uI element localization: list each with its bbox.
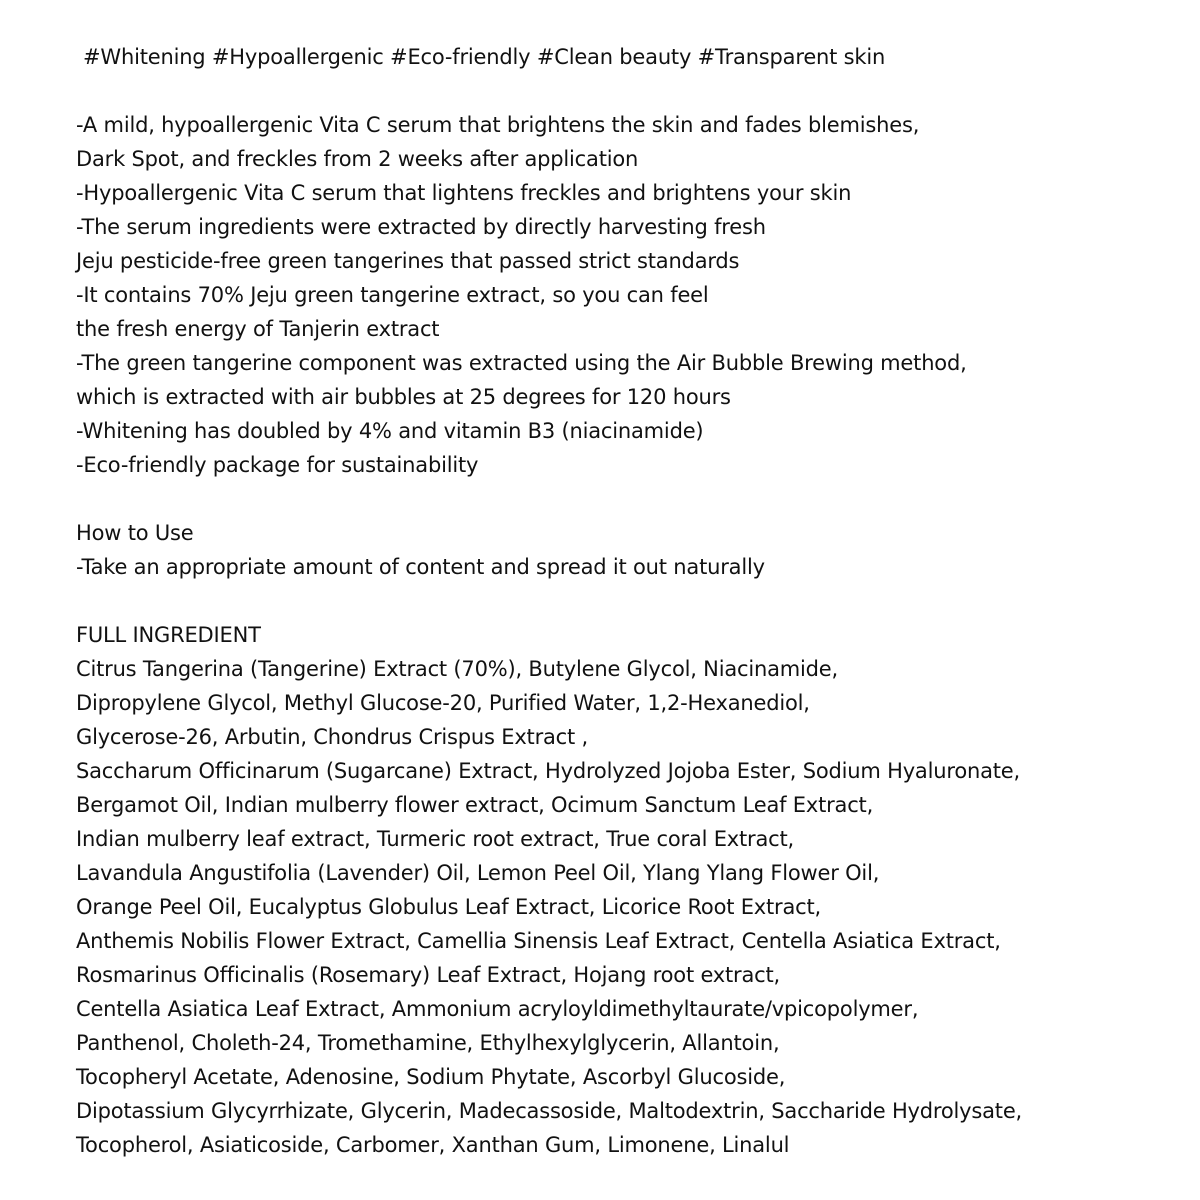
feature-line: -The serum ingredients were extracted by directly harvesting fresh [76, 215, 766, 239]
ingredient-line: Rosmarinus Officinalis (Rosemary) Leaf Extract, Hojang root extract, [76, 963, 781, 987]
ingredient-line: Tocopheryl Acetate, Adenosine, Sodium Phytate, Ascorbyl Glucoside, [76, 1065, 786, 1089]
ingredient-line: Centella Asiatica Leaf Extract, Ammonium acryloyldimethyltaurate/vpicopolymer, [76, 997, 919, 1021]
feature-line: -The green tangerine component was extracted using the Air Bubble Brewing method, [76, 351, 967, 375]
ingredient-line: Bergamot Oil, Indian mulberry flower extract, Ocimum Sanctum Leaf Extract, [76, 793, 874, 817]
ingredients-heading: FULL INGREDIENT [76, 623, 261, 647]
feature-line: which is extracted with air bubbles at 25 degrees for 120 hours [76, 385, 731, 409]
feature-line: -Whitening has doubled by 4% and vitamin B3 (niacinamide) [76, 419, 704, 443]
ingredient-line: Anthemis Nobilis Flower Extract, Camellia Sinensis Leaf Extract, Centella Asiatica Extract, [76, 929, 1001, 953]
feature-line: -A mild, hypoallergenic Vita C serum that brightens the skin and fades blemishes, [76, 113, 920, 137]
ingredient-line: Tocopherol, Asiaticoside, Carbomer, Xanthan Gum, Limonene, Linalul [76, 1133, 790, 1157]
ingredient-line: Panthenol, Choleth-24, Tromethamine, Ethylhexylglycerin, Allantoin, [76, 1031, 780, 1055]
ingredient-line: Dipropylene Glycol, Methyl Glucose-20, Purified Water, 1,2-Hexanediol, [76, 691, 810, 715]
ingredient-line: Orange Peel Oil, Eucalyptus Globulus Leaf Extract, Licorice Root Extract, [76, 895, 822, 919]
how-to-use-section [76, 516, 1176, 584]
features-section [76, 108, 1176, 482]
feature-line: Dark Spot, and freckles from 2 weeks after application [76, 147, 639, 171]
ingredient-line: Dipotassium Glycyrrhizate, Glycerin, Madecassoside, Maltodextrin, Saccharide Hydrolysate, [76, 1099, 1023, 1123]
spacer [76, 482, 1176, 516]
ingredient-line: Citrus Tangerina (Tangerine) Extract (70%), Butylene Glycol, Niacinamide, [76, 657, 838, 681]
feature-line: -Hypoallergenic Vita C serum that lightens freckles and brightens your skin [76, 181, 852, 205]
ingredient-line: Glycerose-26, Arbutin, Chondrus Crispus Extract , [76, 725, 589, 749]
ingredient-line: Lavandula Angustifolia (Lavender) Oil, Lemon Peel Oil, Ylang Ylang Flower Oil, [76, 861, 880, 885]
ingredients-section [76, 618, 1176, 1162]
feature-line: -Eco-friendly package for sustainability [76, 453, 479, 477]
feature-line: Jeju pesticide-free green tangerines that passed strict standards [76, 249, 740, 273]
product-description [76, 40, 1176, 1162]
feature-line: the fresh energy of Tanjerin extract [76, 317, 440, 341]
feature-line: -It contains 70% Jeju green tangerine extract, so you can feel [76, 283, 709, 307]
hashtags: #Whitening #Hypoallergenic #Eco-friendly #Clean beauty #Transparent skin [83, 45, 886, 69]
ingredient-line: Saccharum Officinarum (Sugarcane) Extract, Hydrolyzed Jojoba Ester, Sodium Hyaluronate, [76, 759, 1020, 783]
ingredient-line: Indian mulberry leaf extract, Turmeric root extract, True coral Extract, [76, 827, 794, 851]
how-to-use-heading: How to Use [76, 521, 194, 545]
how-to-use-line: -Take an appropriate amount of content and spread it out naturally [76, 555, 765, 579]
spacer [76, 584, 1176, 618]
spacer [76, 74, 1176, 108]
